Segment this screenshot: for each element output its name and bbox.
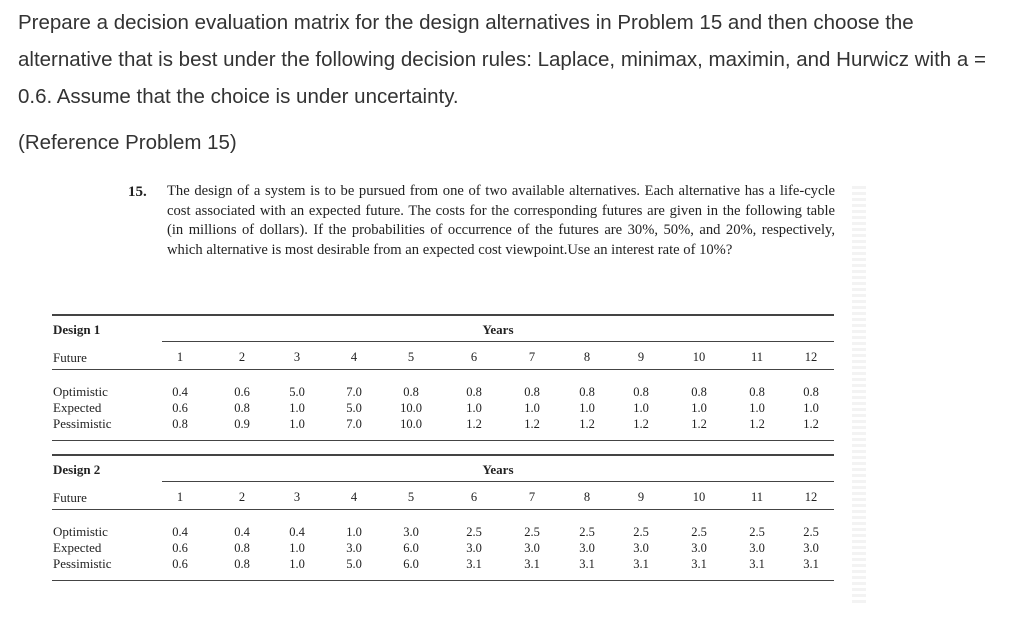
cost-cell: 3.0 [403,525,419,539]
question-text: Prepare a decision evaluation matrix for the design alternatives in Problem 15 and then choose the alternative that is best under the following decision rules: Laplace, minimax, maximin, and Hurwicz with a = 0.6. Assume that the choice is under uncertainty. [18,11,986,108]
cost-cell: 3.1 [579,557,595,571]
year-header-cell: 3 [293,350,301,364]
cost-cell: 1.0 [633,401,649,415]
cost-cell: 0.4 [172,525,188,539]
years-label: Years [482,322,514,337]
cost-cell: 5.0 [289,385,305,399]
cost-cell: 7.0 [346,417,362,431]
year-header-cell: 4 [350,490,358,504]
year-header-cell: 12 [804,350,818,364]
cost-cell: 0.6 [234,385,250,399]
cost-cell: 6.0 [403,541,419,555]
year-header-cell: 1 [176,350,184,364]
cost-cell: 0.8 [579,385,595,399]
cost-cell: 2.5 [579,525,595,539]
future-label: Future [53,490,87,505]
year-header-cell: 11 [750,490,764,504]
cost-cell: 2.5 [749,525,765,539]
cost-cell: 3.0 [346,541,362,555]
cost-cell: 1.2 [691,417,707,431]
cost-cell: 10.0 [400,401,422,415]
cost-cell: 0.6 [172,557,188,571]
design-title: Design 2 [53,462,101,477]
cost-cell: 1.0 [289,557,305,571]
cost-cell: 1.0 [749,401,765,415]
cost-cell: 0.4 [289,525,305,539]
cost-cell: 0.6 [172,401,188,415]
year-header-cell: 8 [583,490,591,504]
cost-cell: 1.2 [749,417,765,431]
year-header-cell: 11 [750,350,764,364]
table-bottom-rule [52,440,834,441]
cost-cell: 5.0 [346,557,362,571]
year-header-cell: 3 [293,490,301,504]
cost-cell: 2.5 [466,525,482,539]
year-header-cell: 8 [583,350,591,364]
cost-cell: 3.1 [803,557,819,571]
cost-cell: 3.0 [579,541,595,555]
cost-cell: 1.0 [289,417,305,431]
cost-cell: 0.8 [749,385,765,399]
cost-cell: 3.1 [691,557,707,571]
cost-cell: 2.5 [633,525,649,539]
cost-cell: 3.0 [749,541,765,555]
row-label-optimistic: Optimistic [53,384,108,399]
cost-cell: 2.5 [803,525,819,539]
year-header-cell: 9 [637,490,645,504]
cost-cell: 1.0 [524,401,540,415]
problem-number: 15. [128,184,147,200]
years-rule [162,341,834,342]
cost-cell: 1.0 [346,525,362,539]
cost-cell: 0.8 [524,385,540,399]
row-label-expected: Expected [53,400,102,415]
cost-cell: 1.0 [289,541,305,555]
problem-scan-image [44,176,854,610]
cost-cell: 3.1 [466,557,482,571]
years-rule [162,481,834,482]
year-header-cell: 7 [528,350,536,364]
header-rule [52,509,834,510]
cost-cell: 1.2 [466,417,482,431]
cost-cell: 0.8 [466,385,482,399]
row-label-pessimistic: Pessimistic [53,416,112,431]
cost-cell: 1.0 [579,401,595,415]
cost-cell: 1.0 [289,401,305,415]
cost-cell: 0.8 [234,557,250,571]
header-rule [52,369,834,370]
year-header-cell: 7 [528,490,536,504]
cost-cell: 3.1 [749,557,765,571]
year-header-cell: 2 [238,490,246,504]
cost-cell: 7.0 [346,385,362,399]
cost-cell: 1.2 [579,417,595,431]
cost-cell: 1.2 [803,417,819,431]
cost-cell: 3.0 [691,541,707,555]
cost-cell: 0.8 [803,385,819,399]
year-header-cell: 6 [470,350,478,364]
cost-cell: 0.8 [633,385,649,399]
year-header-cell: 5 [407,490,415,504]
scan-edge-noise [852,186,866,606]
cost-cell: 1.2 [524,417,540,431]
design-title: Design 1 [53,322,101,337]
reference-text: (Reference Problem 15) [18,131,237,154]
cost-cell: 3.1 [524,557,540,571]
year-header-cell: 12 [804,490,818,504]
cost-cell: 0.8 [403,385,419,399]
year-header-cell: 6 [470,490,478,504]
cost-cell: 0.8 [234,541,250,555]
cost-cell: 3.0 [803,541,819,555]
cost-cell: 0.8 [172,417,188,431]
cost-cell: 1.2 [633,417,649,431]
row-label-expected: Expected [53,540,102,555]
years-label: Years [482,462,514,477]
cost-cell: 0.9 [234,417,250,431]
cost-cell: 2.5 [524,525,540,539]
year-header-cell: 2 [238,350,246,364]
table-top-rule [52,314,834,316]
cost-cell: 0.6 [172,541,188,555]
cost-cell: 10.0 [400,417,422,431]
cost-cell: 3.0 [633,541,649,555]
year-header-cell: 9 [637,350,645,364]
cost-cell: 3.0 [466,541,482,555]
cost-cell: 0.8 [234,401,250,415]
year-header-cell: 5 [407,350,415,364]
cost-cell: 0.4 [172,385,188,399]
year-header-cell: 10 [692,490,706,504]
row-label-pessimistic: Pessimistic [53,556,112,571]
cost-cell: 1.0 [466,401,482,415]
cost-cell: 1.0 [691,401,707,415]
cost-cell: 5.0 [346,401,362,415]
table-top-rule [52,454,834,456]
future-label: Future [53,350,87,365]
cost-cell: 0.8 [691,385,707,399]
cost-cell: 0.4 [234,525,250,539]
problem-text: The design of a system is to be pursued from one of two available alternatives. Each alternative has a life-cycle cost associated with an expected future. The costs for the corresponding futures are given in the following table (in millions of dollars). If the probabilities of occurrence of the futures are 30%, 50%, and 20%, respectively, which alternative is most desirable from an expected cost viewpoint.Use an interest rate of 10%? [167,183,835,258]
cost-cell: 3.0 [524,541,540,555]
cost-cell: 1.0 [803,401,819,415]
year-header-cell: 4 [350,350,358,364]
table-bottom-rule [52,580,834,581]
cost-cell: 6.0 [403,557,419,571]
cost-cell: 2.5 [691,525,707,539]
row-label-optimistic: Optimistic [53,524,108,539]
year-header-cell: 10 [692,350,706,364]
year-header-cell: 1 [176,490,184,504]
cost-cell: 3.1 [633,557,649,571]
